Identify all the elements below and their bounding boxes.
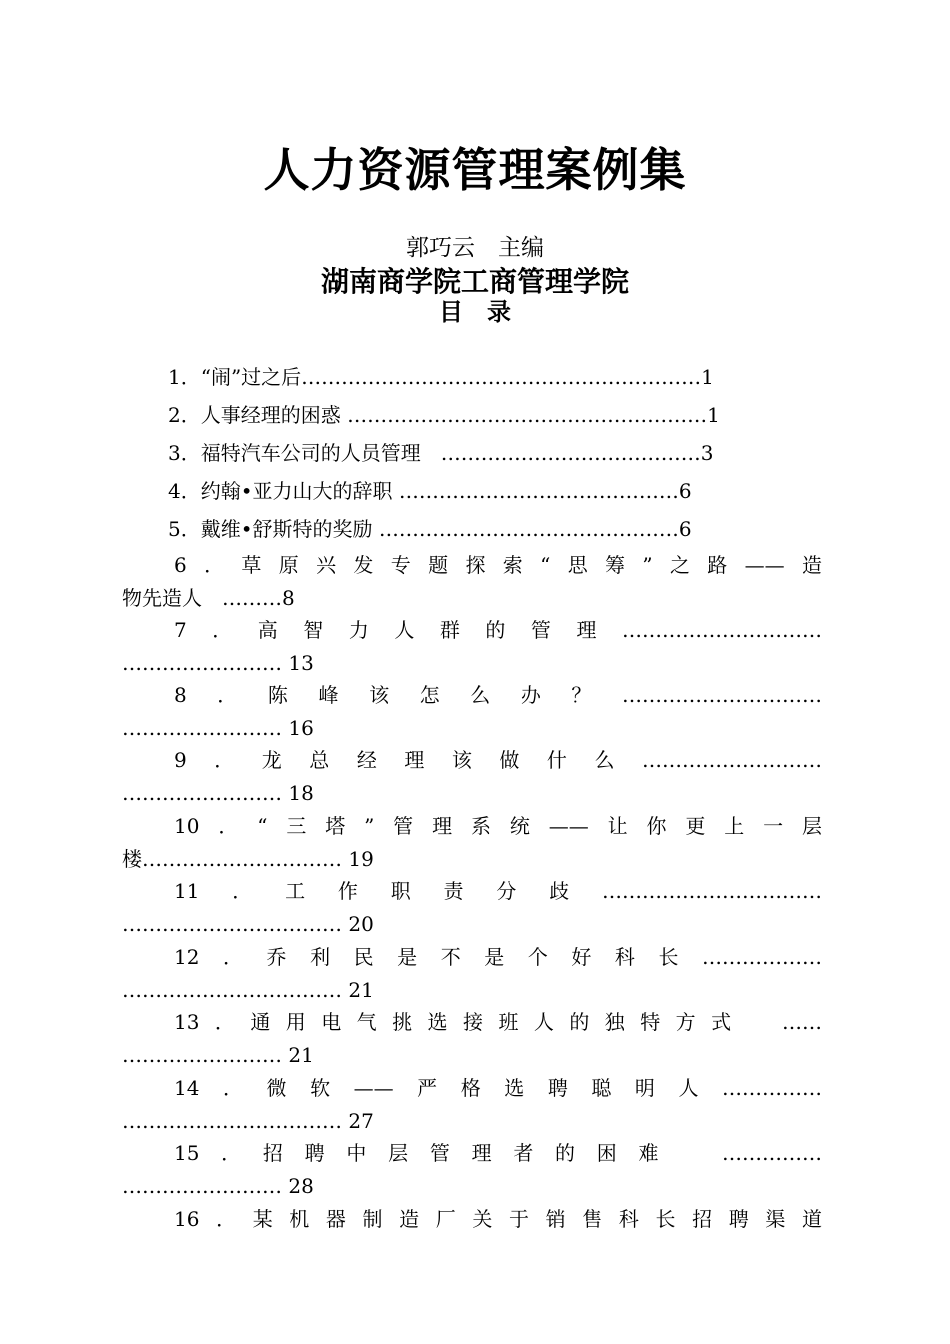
toc-entry-line: 7．高智力人群的管理…………………………: [174, 618, 822, 642]
toc-entry[interactable]: 5．戴维•舒斯特的奖励 ………………………………………6: [168, 517, 692, 541]
toc-entry-line: 楼………………………… 19: [122, 847, 374, 871]
toc-entry-line: 11．工作职责分歧……………………………: [174, 879, 822, 903]
school-name: 湖南商学院工商管理学院: [320, 265, 629, 298]
toc-heading: 目 录: [439, 298, 511, 326]
toc-entry[interactable]: 4．约翰•亚力山大的辞职 ……………………………………6: [168, 479, 692, 503]
editor-line: 郭巧云 主编: [406, 235, 544, 261]
toc-entry[interactable]: [122, 1137, 822, 1203]
document-title: 人力资源管理案例集: [263, 143, 687, 197]
toc-entry[interactable]: [122, 679, 822, 745]
toc-entry-line: …………………… 21: [122, 1043, 314, 1067]
toc-entry[interactable]: [122, 1006, 822, 1072]
toc-entry-line: …………………… 13: [122, 651, 314, 675]
toc-entry[interactable]: 3．福特汽车公司的人员管理 …………………………………3: [168, 441, 714, 465]
toc-entry[interactable]: [122, 810, 822, 876]
toc-entry-line: 8．陈峰该怎么办？…………………………: [174, 683, 822, 707]
toc-entry-line: 12．乔利民是不是个好科长………………: [174, 945, 822, 969]
toc-entry-line: 16．某机器制造厂关于销售科长招聘渠道: [174, 1207, 822, 1231]
toc-entry[interactable]: [122, 1072, 822, 1138]
toc-entry-line: …………………… 28: [122, 1174, 314, 1198]
toc-entry[interactable]: [122, 744, 822, 810]
toc-entry-line: 9．龙总经理该做什么………………………: [174, 748, 822, 772]
toc-entry[interactable]: 1．“闹”过之后……………………………………………………1: [168, 365, 714, 389]
toc-entry[interactable]: [122, 875, 822, 941]
toc-entry-line: 6．草原兴发专题探索“思筹”之路——造: [174, 553, 822, 577]
toc-entry-line: 15．招聘中层管理者的困难 ……………: [174, 1141, 822, 1165]
toc-entry[interactable]: [122, 941, 822, 1007]
toc-entry-line: …………………… 16: [122, 716, 314, 740]
toc-entry[interactable]: [122, 1203, 822, 1236]
toc-entry-line: …………………………… 27: [122, 1109, 374, 1133]
toc-entry-line: …………………………… 21: [122, 978, 374, 1002]
toc-entry-line: 14．微软——严格选聘聪明人……………: [174, 1076, 822, 1100]
toc-entry-line: 10．“三塔”管理系统——让你更上一层: [174, 814, 822, 838]
toc-entry-line: 13．通用电气挑选接班人的独特方式 ……: [174, 1010, 822, 1034]
toc-entry[interactable]: [122, 614, 822, 680]
toc-entry-line: …………………… 18: [122, 781, 314, 805]
toc-entry[interactable]: [122, 549, 822, 615]
toc-entry[interactable]: 2．人事经理的困惑 ………………………………………………1: [168, 403, 720, 427]
toc-entry-line: 物先造人 ………8: [122, 586, 295, 610]
toc-entry-line: …………………………… 20: [122, 912, 374, 936]
